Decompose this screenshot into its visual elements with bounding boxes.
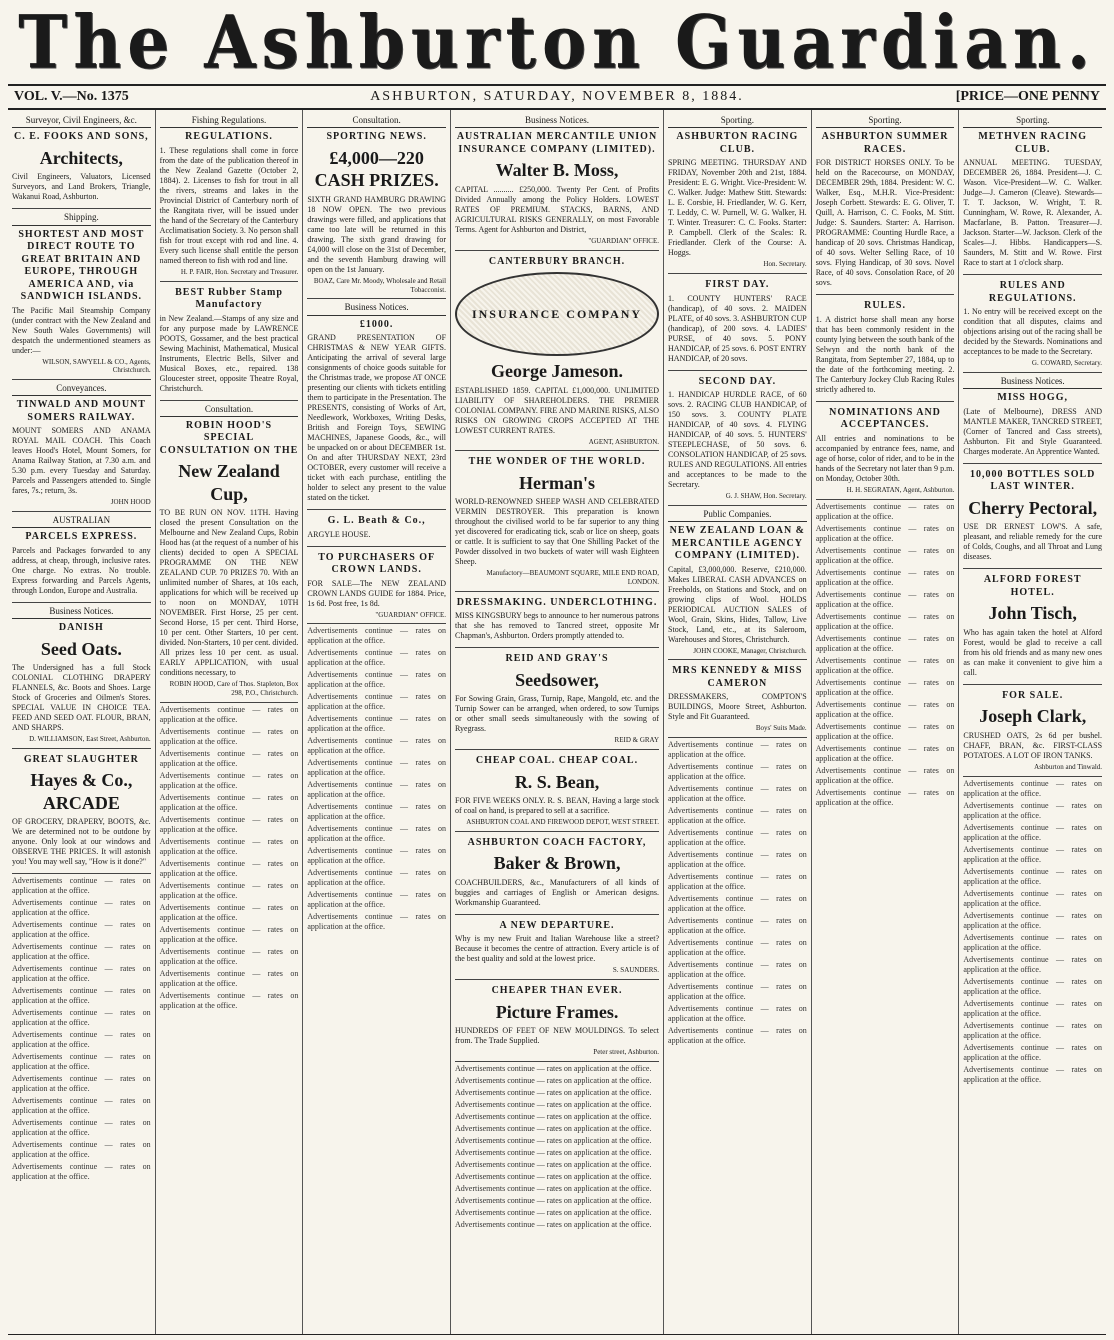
advertisement — [455, 915, 659, 980]
ad-signature: G. COWARD, Secretary. — [1031, 359, 1103, 368]
advertisement — [668, 274, 807, 371]
filler-text: Advertisements continue — rates on application at the office. — [963, 1064, 1103, 1084]
filler-text: Advertisements continue — rates on application at the office. — [12, 986, 151, 1006]
filler-text: Advertisements continue — rates on application at the office. — [307, 868, 447, 888]
ad-headline: Seed Oats. — [40, 638, 122, 659]
filler-text: Advertisements continue — rates on application at the office. — [307, 890, 447, 910]
ad-title: ALFORD FOREST HOTEL. — [983, 574, 1082, 598]
ad-signature: WILSON, SAWYELL & CO., Agents, Christchurch. — [42, 357, 151, 375]
ad-body-text: Civil Engineers, Valuators, Licensed Surveyors, and Land Brokers, Triangle, Wakanui Road, Ashburton. — [12, 172, 151, 202]
filler-text: Advertisements continue — rates on application at the office. — [963, 778, 1103, 798]
filler-text: Advertisements continue — rates on application at the office. — [159, 924, 299, 944]
ad-headline: Hayes & Co., ARCADE — [30, 770, 133, 813]
ad-title: ASHBURTON COACH FACTORY, — [467, 836, 647, 848]
ad-body-text: TO BE RUN ON NOV. 11TH. Having closed the present Consultation on the Melbourne and New Zealand Cups, Robin Hood has (at the request of a number of his clients) decided to open A SPECIAL PROGRAMME ON THE NEW ZEALAND CUP. 70 PRIZES 70. With an unlimited number of Shares, at 10s each, applications for which will be received up to noon on MONDAY, 10TH NOVEMBER. First Horse, 25 per cent. Second Horse, 15 per cent. Third Horse, 10 per cent. Other Starters, 10 per cent. divided. Non-Starters, 10 per cent. divided. All prizes less 10 per cent. as usual. EARLY APPLICATION, with usual conditions necessary, to — [159, 508, 299, 678]
ad-signature: H. H. SEGRATAN, Agent, Ashburton. — [846, 485, 955, 494]
ad-title: NEW ZEALAND LOAN & MERCANTILE AGENCY COMPANY (LIMITED). — [669, 525, 806, 561]
advertisement — [668, 506, 807, 661]
filler-text: Advertisements continue — rates on application at the office. — [12, 876, 151, 896]
ad-signature: Peter street, Ashburton. — [593, 1048, 660, 1056]
filler-text: Advertisements continue — rates on application at the office. — [815, 655, 955, 675]
ad-signature: JOHN COOKE, Manager, Christchurch. — [693, 646, 807, 655]
filler-text: Advertisements continue — rates on application at the office. — [12, 1096, 151, 1116]
ad-title: CANTERBURY BRANCH. — [488, 255, 626, 267]
advertisement — [12, 749, 151, 875]
filler-text: Advertisements continue — rates on application at the office. — [159, 836, 299, 856]
ad-title: ROBIN HOOD'S SPECIAL CONSULTATION ON THE — [159, 419, 299, 456]
filler-text: Advertisements continue — rates on application at the office. — [668, 960, 807, 979]
ad-title: PARCELS EXPRESS. — [25, 531, 138, 543]
ad-headline: Baker & Brown, — [493, 853, 621, 874]
filler-text: Advertisements continue — rates on application at the office. — [815, 567, 955, 587]
ad-headline: Joseph Clark, — [979, 706, 1087, 727]
newspaper-title: The Ashburton Guardian. — [18, 0, 1096, 85]
ad-title: TINWALD AND MOUNT SOMERS RAILWAY. — [16, 399, 146, 423]
ad-headline: Seedsower, — [515, 669, 599, 690]
filler-text: Advertisements continue — rates on application at the office. — [159, 704, 299, 724]
filler-text: Advertisements continue — rates on application at the office. — [159, 902, 299, 922]
ad-signature: JOHN HOOD — [110, 498, 151, 507]
filler-text: Advertisements continue — rates on application at the office. — [307, 780, 447, 800]
column-6 — [812, 110, 960, 1334]
advertisement — [963, 685, 1102, 777]
issue-date: ASHBURTON, SATURDAY, NOVEMBER 8, 1884. — [370, 89, 744, 104]
ad-body-text: USE DR ERNEST LOW'S. A safe, pleasant, and reliable remedy for the cure of Colds, Coughs, and all Throat and Lung diseases. — [963, 522, 1103, 562]
section-heading: Sporting. — [668, 115, 807, 128]
filler-text: Advertisements continue — rates on application at the office. — [159, 990, 299, 1010]
filler-text: Advertisements continue — rates on application at the office. — [455, 1063, 652, 1073]
filler-text: Advertisements continue — rates on application at the office. — [815, 743, 955, 763]
filler-text: Advertisements continue — rates on application at the office. — [455, 1159, 652, 1169]
ad-title: METHVEN RACING CLUB. — [978, 131, 1088, 155]
ad-signature: Manufactory—BEAUMONT SQUARE, MILE END ROAD, LONDON. — [486, 569, 660, 586]
filler-text: Advertisements continue — rates on application at the office. — [307, 824, 447, 844]
ad-body-text: GRAND PRESENTATION OF CHRISTMAS & NEW YEAR GIFTS. Anticipating the arrival of several large consignments of choice goods suitable for the Christmas trade, we propose AT ONCE presenting our clients with tickets entitling them to participate in the Presentation. The PRESENTS, consisting of Works of Art, Needlework, Workboxes, Writing Desks, British and Foreign Toys, SEWING MACHINES, Japanese Goods, &c., will be unpacked on or about DECEMBER 1st. On and after THURSDAY NEXT, 23rd OCTOBER, every customer will receive a ticket with each purchase, entitling the holder to select any present to the value stated on the ticket. — [307, 333, 447, 502]
filler-text: Advertisements continue — rates on application at the office. — [159, 858, 299, 878]
filler-text: Advertisements continue — rates on application at the office. — [815, 545, 955, 565]
ad-body-text: COACHBUILDERS, &c., Manufacturers of all kinds of buggies and carriages of English or American designs. Workmanship Guaranteed. — [455, 877, 660, 907]
dateline-bar — [8, 84, 1106, 110]
ad-body-text: 1. COUNTY HUNTERS' RACE (handicap), of 40 sovs. 2. MAIDEN PLATE, of 40 sovs. 3. ASHBURTON CUP (handicap), of 200 sovs. 4. LADIES' PURSE, of 40 sovs. 5. PONY HANDICAP, of 25 sovs. 6. POST ENTRY HANDICAP, of 20 sovs. — [668, 293, 807, 363]
ad-body-text: SIXTH GRAND HAMBURG DRAWING 18 NOW OPEN. The two previous drawings were filled, and applications that came too late will be returned in this drawing. The sixth grand drawing for £4,000 will close on the 31st of December, and the seventh Hamburg drawing will open on the 1st January. — [307, 194, 447, 274]
filler-text: Advertisements continue — rates on application at the office. — [455, 1135, 652, 1145]
filler-text: Advertisements continue — rates on application at the office. — [307, 670, 447, 690]
ad-body-text: SPRING MEETING. THURSDAY AND FRIDAY, November 20th and 21st, 1884. President: E. G. Wright. Vice-President: W. C. Walker. Judge: Mathew Stitt. Stewards: L. E. Corsbie, H. Friedlander, W. G. Kerr, T. Leddy, C. W. Purnell, W. G. Walker, H. T. Winter. Treasurer: C. C. Fooks. Starter: P. Campbell. Clerk of the Scales: R. Friedlander. Clerk of the Course: A. Hoggs. — [668, 158, 807, 258]
filler-text: Advertisements continue — rates on application at the office. — [455, 1111, 652, 1121]
section-heading: Conveyances. — [12, 383, 151, 396]
volume-number: VOL. V.—No. 1375 — [14, 89, 129, 104]
ad-body-text: DRESSMAKERS, COMPTON'S BUILDINGS, Moore Street, Ashburton. Style and Fit Guaranteed. — [668, 692, 807, 722]
filler-text: Advertisements continue — rates on application at the office. — [963, 976, 1103, 996]
ad-title: SECOND DAY. — [698, 375, 777, 387]
price-label: [PRICE—ONE PENNY — [955, 89, 1100, 104]
filler-text: Advertisements continue — rates on application at the office. — [307, 714, 447, 734]
advertisement — [668, 112, 807, 274]
ad-title: TO PURCHASERS OF CROWN LANDS. — [318, 551, 436, 575]
filler-text: Advertisements continue — rates on application at the office. — [815, 699, 955, 719]
ad-signature: "GUARDIAN" OFFICE. — [588, 236, 660, 245]
filler-text: Advertisements continue — rates on application at the office. — [159, 792, 299, 812]
filler-text: Advertisements continue — rates on application at the office. — [668, 982, 807, 1001]
filler-text: Advertisements continue — rates on application at the office. — [12, 1052, 151, 1072]
ad-signature: Hon. Secretary. — [763, 260, 807, 269]
advertisement — [160, 282, 299, 401]
ad-body-text: 1. These regulations shall come in force from the date of the publication thereof in the New Zealand Gazette (October 2, 1884). 2. Licenses to fish for trout in all the rivers, streams and lakes in the Provincial District of Canterbury north of the Rangitata river, will be issued under the hand of the Secretary of the Canterbury Acclimatisation Society. 3. No person shall fish for trout except with rod and line. 4. Every such license shall entitle the person named thereon to fish with rod and line. — [159, 145, 299, 265]
advertisement — [160, 112, 299, 282]
ad-title: ASHBURTON SUMMER RACES. — [821, 131, 949, 155]
section-heading: Sporting. — [963, 115, 1102, 128]
ad-body-text: The Undersigned has a full Stock COLONIAL CLOTHING DRAPERY FLANNELS, &c. Boots and Shoes. Large Stock of Groceries and Oilmen's Stores. SPECIAL VALUE IN CHOICE TEA. FEED AND SEED OAT. FLOUR, BRAN, AND SHARPS. — [12, 663, 151, 732]
filler-text: Advertisements continue — rates on application at the office. — [815, 501, 955, 521]
advertisement — [307, 547, 446, 625]
advertisement — [12, 603, 151, 749]
filler-text: Advertisements continue — rates on application at the office. — [159, 748, 299, 768]
ad-body-text: HUNDREDS OF FEET OF NEW MOULDINGS. To select from. The Trade Supplied. — [455, 1026, 660, 1045]
filler-text: Advertisements continue — rates on application at the office. — [668, 850, 807, 869]
filler-text: Advertisements continue — rates on application at the office. — [307, 692, 447, 712]
advertisement — [963, 569, 1102, 685]
filler-text: Advertisements continue — rates on application at the office. — [668, 872, 807, 891]
ad-body-text: ANNUAL MEETING. TUESDAY, DECEMBER 26, 1884. President—J. C. Wason. Vice-President—W. C. Walker. Judge—J. Cameron (Cleave). Stewards—T. T. Jackson, W. Wright, T. R. Cunningham, W. Rowe, R. Alexander, A. Macfarlane, B. Patton. Treasurer—J. Jackson. Starter—W. Jackson. Clerk of the Scales—J. Hibbs. Handicappers—S. Saunders, M. Stitt and W. Rowe. First Race to start at 1 o'clock sharp. — [963, 158, 1103, 268]
filler-text: Advertisements continue — rates on application at the office. — [815, 765, 955, 785]
ad-body-text: MOUNT SOMERS AND ANAMA ROYAL MAIL COACH. This Coach leaves Hood's Hotel, Mount Somers, for Anama Railway Station, at 7.30 a.m. and 5.30 p.m. every Tuesday and Saturday. Parcels and Passengers attended to. Single fares, 7s.; return, 3s. — [12, 426, 151, 496]
ad-signature: REID & GRAY — [614, 736, 660, 745]
filler-text: Advertisements continue — rates on application at the office. — [307, 648, 447, 668]
filler-text: Advertisements continue — rates on application at the office. — [12, 1162, 151, 1182]
ad-body-text: MISS KINGSBURY begs to announce to her numerous patrons that she has removed to Tancred street, opposite Mr Chapman's, Ashburton. Orders promptly attended to. — [455, 611, 660, 641]
filler-text: Advertisements continue — rates on application at the office. — [668, 894, 807, 913]
ad-body-text: 1. A district horse shall mean any horse that has been commonly resident in the county lying between the south bank of the Selwyn and the north bank of the Rangitata, from September 27, 1884, up to the date of the forthcoming meeting. 2. The Canterbury Jockey Club Racing Rules strictly adhered to. — [815, 314, 955, 394]
filler-text: Advertisements continue — rates on application at the office. — [668, 806, 807, 825]
filler-text: Advertisements continue — rates on application at the office. — [159, 726, 299, 746]
filler-text: Advertisements continue — rates on application at the office. — [963, 954, 1103, 974]
filler-text: Advertisements continue — rates on application at the office. — [159, 770, 299, 790]
ad-title: AUSTRALIAN MERCANTILE UNION INSURANCE COMPANY (LIMITED). — [456, 131, 658, 155]
column-4 — [451, 110, 664, 1334]
filler-text: Advertisements continue — rates on application at the office. — [963, 932, 1103, 952]
column-2 — [156, 110, 304, 1334]
filler-text: Advertisements continue — rates on application at the office. — [12, 1074, 151, 1094]
filler-text: Advertisements continue — rates on application at the office. — [668, 784, 807, 803]
filler-text: Advertisements continue — rates on application at the office. — [307, 758, 447, 778]
filler-text: Advertisements continue — rates on application at the office. — [963, 910, 1103, 930]
ad-body-text: FOR DISTRICT HORSES ONLY. To be held on the Racecourse, on MONDAY, DECEMBER 29th, 1884. President: W. C. Walker, Esq., M.H.R. Vice-President: Joseph Corbett. Stewards: E. G. Oliver, T. Quill, A. Harrison, C. C. Fooks, M. Stitt. Judge: S. Saunders. Starter: A. Harrison. PROGRAMME: Counting Hurdle Race, a handicap of 20 sovs. Christmas Handicap, of 40 sovs. Welter Selling Race, of 10 sovs. Flying Handicap, of 30 sovs. Novel Race, of 40 sovs. Consolation Race, of 20 sovs. — [815, 158, 955, 288]
filler-text: Advertisements continue — rates on application at the office. — [815, 523, 955, 543]
filler-text: Advertisements continue — rates on application at the office. — [963, 822, 1103, 842]
ad-headline: Walter B. Moss, — [495, 160, 619, 181]
section-heading: Fishing Regulations. — [160, 115, 299, 128]
filler-text: Advertisements continue — rates on application at the office. — [455, 1099, 652, 1109]
ad-body-text: (Late of Melbourne), DRESS AND MANTLE MAKER, TANCRED STREET, (Corner of Tancred and Cass streets), Ashburton. Fit and Style Guaranteed. Charges moderate. An Apprentice Wanted. — [963, 406, 1103, 456]
filler-text: Advertisements continue — rates on application at the office. — [815, 633, 955, 653]
filler-text: Advertisements continue — rates on application at the office. — [668, 828, 807, 847]
section-heading: Business Notices. — [12, 606, 151, 619]
section-heading: Public Companies. — [668, 509, 807, 522]
ad-body-text: Capital, £3,000,000. Reserve, £210,000. Makes LIBERAL CASH ADVANCES on Freeholds, on Stations and Stock, and on growing clips of Wool. HOLDS PERIODICAL AUCTION SALES of Wool, Grain, Skins, Hides, Tallow, Live Stock, Land, etc., at its Saleroom, Warehouses and Stores, Christchurch. — [668, 564, 807, 644]
filler-text: Advertisements continue — rates on application at the office. — [12, 1008, 151, 1028]
advertisement — [816, 402, 955, 500]
advertisement — [12, 380, 151, 512]
ad-body-text: ARGYLE HOUSE. — [307, 529, 371, 539]
advertisement — [963, 112, 1102, 275]
filler-text: Advertisements continue — rates on application at the office. — [668, 762, 807, 781]
section-heading: Business Notices. — [455, 115, 659, 128]
section-heading: Surveyor, Civil Engineers, &c. — [12, 115, 151, 128]
filler-text: Advertisements continue — rates on application at the office. — [159, 968, 299, 988]
advertisement — [12, 209, 151, 380]
filler-text: Advertisements continue — rates on application at the office. — [455, 1171, 652, 1181]
ad-headline: Cherry Pectoral, — [968, 497, 1098, 518]
advertisement — [12, 112, 151, 209]
ad-title: SHORTEST AND MOST DIRECT ROUTE TO GREAT BRITAIN AND EUROPE, THROUGH AMERICA AND, via SANDWICH ISLANDS. — [18, 228, 145, 302]
filler-text: Advertisements continue — rates on application at the office. — [12, 898, 151, 918]
ad-body-text: Who has again taken the hotel at Alford Forest, would be glad to receive a call from his old friends and as many new ones as can make it convenient to give him a call. — [963, 627, 1103, 677]
advertisement — [816, 295, 955, 402]
ad-headline: Picture Frames. — [495, 1001, 619, 1022]
section-heading: Shipping. — [12, 212, 151, 225]
advertisement — [455, 648, 659, 750]
ad-body-text: CRUSHED OATS, 2s 6d per bushel. CHAFF, BRAN, &c. FIRST-CLASS POTATOES. A LOT OF IRON TANKS. — [963, 730, 1103, 760]
filler-text: Advertisements continue — rates on application at the office. — [455, 1123, 652, 1133]
filler-text: Advertisements continue — rates on application at the office. — [668, 740, 807, 759]
section-heading: Consultation. — [160, 404, 299, 417]
ad-body-text: The Pacific Mail Steamship Company (under contract with the New Zealand and New South Wales Governments) will despatch the undermentioned steamers as under:— — [12, 305, 151, 355]
ad-title: REID AND GRAY'S — [505, 653, 609, 665]
ad-signature: ASHBURTON COAL AND FIREWOOD DEPOT, WEST STREET. — [466, 818, 660, 826]
ad-body-text: WORLD-RENOWNED SHEEP WASH AND CELEBRATED VERMIN DESTROYER. This preparation is known throughout the civilised world to be far superior to any thing yet discovered for eradicating tick, scab or lice on sheep, goats or cattle. It is sufficient to say that One Shilling Packet of the Powder dissolved in two buckets of water will wash Eighteen Sheep. — [455, 497, 660, 567]
filler-text: Advertisements continue — rates on application at the office. — [815, 787, 955, 807]
ad-body-text: in New Zealand.—Stamps of any size and for any purpose made by LAWRENCE POOTS, Gossamer, and the best practical Sewing Machinist, Mathematical, Musical Instruments, Electric Bells, Silver and Musical Boxes, etc., repaired. 138 Gloucester street, opposite Theatre Royal, Christchurch. — [159, 313, 299, 393]
section-heading: Business Notices. — [307, 302, 446, 315]
filler-text: Advertisements continue — rates on application at the office. — [12, 964, 151, 984]
filler-text: Advertisements continue — rates on application at the office. — [159, 880, 299, 900]
ad-body-text: CAPITAL .......... £250,000. Twenty Per Cent. of Profits Divided Annually among the Policy Holders. LOWEST RATES OF PREMIUM. STACKS, BARNS, AND AGRICULTURAL RISKS GENERALLY, on most Favorable Terms. Agent for Ashburton and District, — [455, 184, 660, 234]
advertisement — [816, 112, 955, 295]
ad-headline: £4,000—220 CASH PRIZES. — [314, 147, 439, 191]
advertisement — [307, 299, 446, 510]
filler-text: Advertisements continue — rates on application at the office. — [815, 611, 955, 631]
ad-signature: G. J. SHAW, Hon. Secretary. — [725, 492, 807, 500]
ad-headline: Architects, — [39, 147, 123, 168]
columns-container — [8, 110, 1106, 1335]
ad-title: DRESSMAKING. UNDERCLOTHING. — [456, 596, 658, 608]
advertisement — [455, 451, 659, 592]
filler-text: Advertisements continue — rates on application at the office. — [963, 1020, 1103, 1040]
filler-text: Advertisements continue — rates on application at the office. — [159, 814, 299, 834]
filler-text: Advertisements continue — rates on application at the office. — [963, 888, 1103, 908]
ad-title: FIRST DAY. — [705, 279, 770, 290]
ad-body-text: 1. No entry will be received except on the condition that all disputes, claims and objections arising out of the racing shall be decided by the Stewards. Nominations and acceptances to be made to the Secretary. — [963, 307, 1103, 357]
section-heading: Sporting. — [816, 115, 955, 128]
advertisement — [12, 512, 151, 603]
ad-title: G. L. Beath & Co., — [327, 515, 426, 526]
ad-title: SPORTING NEWS. — [326, 131, 427, 143]
ad-body-text: Parcels and Packages forwarded to any address, at cheap, through, inclusive rates. One charge. No extras. No trouble. Express forwarding and Parcels Agents, through London, Europe and Australia. — [12, 545, 151, 595]
ad-body-text: 1. HANDICAP HURDLE RACE, of 60 sovs. 2. RACING CLUB HANDICAP, of 150 sovs. 3. COUNTY PLATE HANDICAP, of 40 sovs. 4. FLYING HANDICAP, of 40 sovs. 5. HUNTERS' STEEPLECHASE, of 50 sovs. 6. CONSOLATION HANDICAP, of 25 sovs. RULES AND REGULATIONS. All entries and acceptances to be made to the Secretary. — [668, 390, 807, 489]
filler-text: Advertisements continue — rates on application at the office. — [455, 1075, 652, 1085]
filler-text: Advertisements continue — rates on application at the office. — [455, 1087, 652, 1097]
ad-title: THE WONDER OF THE WORLD. — [468, 456, 646, 468]
filler-text: Advertisements continue — rates on application at the office. — [455, 1207, 652, 1217]
filler-text: Advertisements continue — rates on application at the office. — [963, 800, 1103, 820]
ad-headline: John Tisch, — [988, 603, 1077, 624]
ad-title: MISS HOGG, — [997, 392, 1068, 404]
column-1 — [8, 110, 156, 1334]
filler-text: Advertisements continue — rates on application at the office. — [668, 1004, 807, 1023]
filler-text: Advertisements continue — rates on application at the office. — [963, 844, 1103, 864]
ad-title: MRS KENNEDY & MISS CAMERON — [672, 665, 803, 689]
filler-text: Advertisements continue — rates on application at the office. — [307, 802, 447, 822]
filler-text: Advertisements continue — rates on application at the office. — [668, 938, 807, 957]
filler-text: Advertisements continue — rates on application at the office. — [815, 589, 955, 609]
ad-body-text: FOR SALE—The NEW ZEALAND CROWN LANDS GUIDE for 1884. Price, 1s 6d. Post free, 1s 8d. — [307, 578, 447, 608]
filler-text: Advertisements continue — rates on application at the office. — [455, 1219, 652, 1229]
ad-title: RULES AND REGULATIONS. — [988, 280, 1077, 304]
advertisement — [307, 510, 446, 547]
masthead — [8, 0, 1106, 84]
ad-title: 10,000 BOTTLES SOLD LAST WINTER. — [969, 468, 1096, 493]
ad-headline: R. S. Bean, — [514, 771, 600, 792]
ad-signature: Boys' Suits Made. — [755, 724, 807, 733]
filler-text: Advertisements continue — rates on application at the office. — [12, 1030, 151, 1050]
filler-text: Advertisements continue — rates on application at the office. — [12, 942, 151, 962]
filler-text: Advertisements continue — rates on application at the office. — [963, 998, 1103, 1018]
filler-text: Advertisements continue — rates on application at the office. — [455, 1147, 652, 1157]
ad-title: DANISH — [58, 622, 104, 633]
filler-text: Advertisements continue — rates on application at the office. — [963, 1042, 1103, 1062]
section-heading: AUSTRALIAN — [12, 515, 151, 528]
advertisement — [307, 112, 446, 299]
ad-body-text: All entries and nominations to be accompanied by entrance fees, name, and age of horse, color of rider, and to be in the hands of the Secretary not later than 9 p.m. on Monday, October 30th. — [815, 433, 955, 483]
ad-signature: "GUARDIAN" OFFICE. — [375, 610, 447, 619]
ad-body-text: Why is my new Fruit and Italian Warehouse like a street? Because it becomes the centre of attraction. Every article is of the best quality and sold at the lowest price. — [455, 934, 660, 964]
ad-title: BEST Rubber Stamp Manufactory — [175, 286, 283, 310]
insurance-seal-emblem: INSURANCE COMPANY — [455, 272, 659, 356]
advertisement — [963, 464, 1102, 570]
column-7 — [959, 110, 1106, 1334]
ad-title: FOR SALE. — [1002, 689, 1064, 701]
ad-signature: ROBIN HOOD, Care of Thos. Stapleton, Box 298, P.O., Christchurch. — [169, 680, 299, 697]
ad-title: £1000. — [359, 318, 394, 330]
advertisement — [160, 401, 299, 703]
ad-title: CHEAP COAL. CHEAP COAL. — [475, 755, 639, 766]
ad-signature: BOAZ, Care Mr. Moody, Wholesale and Retail Tobacconist. — [313, 276, 447, 294]
ad-title: REGULATIONS. — [185, 131, 273, 143]
ad-title: ASHBURTON RACING CLUB. — [676, 131, 799, 155]
advertisement — [455, 592, 659, 649]
ad-signature: AGENT, ASHBURTON. — [588, 437, 660, 446]
filler-text: Advertisements continue — rates on application at the office. — [307, 736, 447, 756]
ad-title: GREAT SLAUGHTER — [23, 753, 139, 765]
advertisement — [455, 112, 659, 251]
column-5 — [664, 110, 812, 1334]
filler-text: Advertisements continue — rates on application at the office. — [307, 912, 447, 932]
ad-headline: New Zealand Cup, — [178, 461, 280, 504]
filler-text: Advertisements continue — rates on application at the office. — [307, 626, 447, 646]
advertisement — [668, 371, 807, 506]
filler-text: Advertisements continue — rates on application at the office. — [668, 916, 807, 935]
ad-title: CHEAPER THAN EVER. — [491, 985, 623, 996]
ad-body-text: OF GROCERY, DRAPERY, BOOTS, &c. We are determined not to be outdone by anyone. Only look at our windows and OBSERVE THE PRICES. It will astonish you! You may well say, "How is it done?" — [12, 817, 151, 867]
advertisement — [668, 660, 807, 738]
ad-signature: H. P. FAIR, Hon. Secretary and Treasurer. — [180, 267, 299, 276]
filler-text: Advertisements continue — rates on application at the office. — [12, 920, 151, 940]
filler-text: Advertisements continue — rates on application at the office. — [12, 1118, 151, 1138]
filler-text: Advertisements continue — rates on application at the office. — [455, 1195, 652, 1205]
advertisement — [455, 251, 659, 452]
advertisement — [963, 275, 1102, 373]
ad-title: C. E. FOOKS AND SONS, — [14, 131, 149, 143]
filler-text: Advertisements continue — rates on application at the office. — [159, 946, 299, 966]
filler-text: Advertisements continue — rates on application at the office. — [455, 1183, 652, 1193]
section-heading: Consultation. — [307, 115, 446, 128]
ad-signature: D. WILLIAMSON, East Street, Ashburton. — [29, 735, 151, 743]
filler-text: Advertisements continue — rates on application at the office. — [815, 677, 955, 697]
section-heading: Business Notices. — [963, 376, 1102, 389]
ad-title: NOMINATIONS AND ACCEPTANCES. — [829, 406, 941, 431]
advertisement — [455, 980, 659, 1062]
ad-headline: Herman's — [519, 472, 596, 493]
advertisement — [455, 750, 659, 832]
filler-text: Advertisements continue — rates on application at the office. — [307, 846, 447, 866]
ad-signature: S. SAUNDERS. — [612, 966, 660, 975]
filler-text: Advertisements continue — rates on application at the office. — [12, 1140, 151, 1160]
filler-text: Advertisements continue — rates on application at the office. — [668, 1026, 807, 1045]
ad-body-text: ESTABLISHED 1859. CAPITAL £1,000,000. UNLIMITED LIABILITY OF SHAREHOLDERS. THE PREMIER COLONIAL COMPANY. FIRE AND MARINE RISKS, ALSO RISKS ON GROWING CROPS ACCEPTED AT THE LOWEST CURRENT RATES. — [455, 385, 660, 435]
advertisement — [455, 832, 659, 915]
column-3 — [303, 110, 451, 1334]
ad-title: A NEW DEPARTURE. — [499, 919, 615, 931]
filler-text: Advertisements continue — rates on application at the office. — [963, 866, 1103, 886]
ad-signature: Ashburton and Tinwald. — [1034, 762, 1103, 771]
ad-body-text: FOR FIVE WEEKS ONLY. R. S. BEAN, Having a large stock of coal on hand, is prepared to sell at a sacrifice. — [455, 796, 660, 815]
ad-headline: George Jameson. — [491, 361, 623, 381]
advertisement — [963, 373, 1102, 464]
ad-body-text: For Sowing Grain, Grass, Turnip, Rape, Mangold, etc. and the Turnip Sower can be arranged, when ordered, to sow Turnips or other small seeds simultaneously with the sowing of Ryegrass. — [455, 694, 660, 734]
ad-title: RULES. — [864, 300, 906, 312]
filler-text: Advertisements continue — rates on application at the office. — [815, 721, 955, 741]
